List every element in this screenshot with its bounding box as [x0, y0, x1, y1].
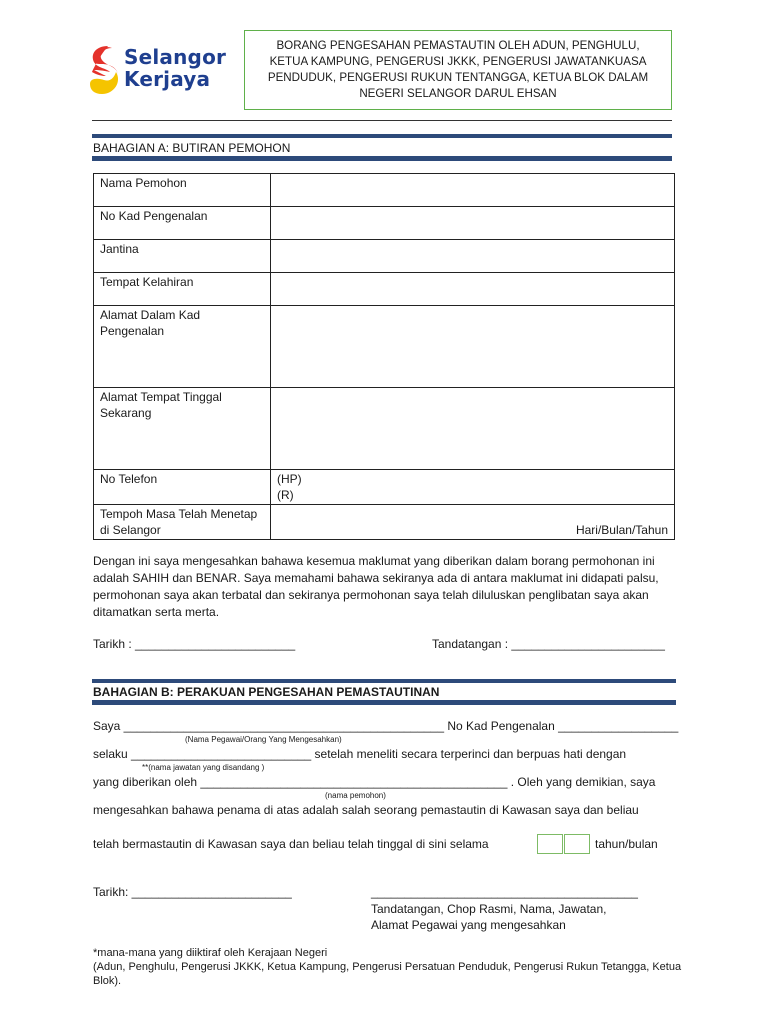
position-note: **(nama jawatan yang disandang ): [142, 763, 265, 772]
form-title: BORANG PENGESAHAN PEMASTAUTIN OLEH ADUN, PENGHULU, KETUA KAMPUNG, PENGERUSI JKKK, PENGERUSI JAWATANKUASA PENDUDUK, PENGERUSI RUKUN TENTANGGA, KETUA BLOK DALAM NEGERI SELANGOR DARUL EHSAN: [267, 39, 649, 100]
table-row: [94, 388, 675, 470]
residence-line: telah bermastautin di Kawasan saya dan beliau telah tinggal di sini selama: [93, 837, 489, 851]
footnote: [93, 946, 683, 988]
row-label: Jantina: [94, 240, 271, 273]
declaration-text: Dengan ini saya mengesahkan bahawa kesemua maklumat yang diberikan dalam borang permohonan ini adalah SAHIH dan BENAR. Saya memahami bahawa sekiranya ada di antara maklumat ini didapati palsu, permohonan saya akan terbatal dan sekiranya permohonan saya telah diluluskan penglibatan saya akan ditamatkan serta merta.: [93, 554, 659, 619]
date-line-b[interactable]: Tarikh: ________________________: [93, 885, 292, 899]
section-b-top-bar: [92, 679, 676, 683]
section-b-bottom-bar: [92, 700, 676, 705]
applicant-details-table: [93, 173, 675, 540]
brand-line-2: Kerjaya: [124, 67, 211, 91]
section-a-heading: BAHAGIAN A: BUTIRAN PEMOHON: [93, 141, 291, 155]
applicant-line[interactable]: yang diberikan oleh ______________________________________________ . Oleh yang demikian, saya: [93, 775, 656, 789]
row-label: No Telefon: [94, 470, 271, 505]
row-label: Nama Pemohon: [94, 174, 271, 207]
residence-unit: tahun/bulan: [595, 837, 658, 851]
table-row: [94, 207, 675, 240]
position-line[interactable]: selaku ___________________________ setelah meneliti secara terperinci dan berpuas hati dengan: [93, 747, 627, 761]
phone-r-label: (R): [277, 488, 294, 502]
form-title-box: [244, 30, 672, 110]
section-b-heading: BAHAGIAN B: PERAKUAN PENGESAHAN PEMASTAUTINAN: [93, 685, 440, 699]
table-row: [94, 306, 675, 388]
attestor-line[interactable]: Saya ________________________________________________ No Kad Pengenalan __________________: [93, 719, 679, 733]
date-line-a[interactable]: Tarikh : ________________________: [93, 637, 296, 651]
table-row: [94, 240, 675, 273]
row-label: Tempoh Masa Telah Menetap di Selangor: [94, 505, 271, 540]
row-label: Alamat Dalam Kad Pengenalan: [94, 306, 271, 388]
footnote-line-2: (Adun, Penghulu, Pengerusi JKKK, Ketua Kampung, Pengerusi Persatuan Penduduk, Pengerusi Rukun Tetangga, Ketua Blok).: [93, 961, 682, 987]
table-row: [94, 273, 675, 306]
ic-address-field[interactable]: [271, 306, 675, 388]
phone-field[interactable]: [271, 470, 675, 505]
duration-field[interactable]: [271, 505, 675, 540]
footnote-line-1: *mana-mana yang diiktiraf oleh Kerajaan Negeri: [93, 947, 328, 959]
ic-number-field[interactable]: [271, 207, 675, 240]
duration-unit: Hari/Bulan/Tahun: [575, 523, 668, 537]
birthplace-field[interactable]: [271, 273, 675, 306]
gender-field[interactable]: [271, 240, 675, 273]
attestor-name-note: (Nama Pegawai/Orang Yang Mengesahkan): [185, 735, 342, 744]
current-address-field[interactable]: [271, 388, 675, 470]
applicant-name-note: (nama pemohon): [325, 791, 386, 800]
row-label: Alamat Tempat Tinggal Sekarang: [94, 388, 271, 470]
years-box-1[interactable]: [537, 834, 563, 854]
row-label: Tempat Kelahiran: [94, 273, 271, 306]
table-row: [94, 470, 675, 505]
signature-line-b[interactable]: ________________________________________: [371, 885, 638, 899]
table-row: [94, 505, 675, 540]
phone-hp-label: (HP): [277, 472, 302, 486]
header-divider: [92, 120, 672, 121]
selangor-logo-icon: [88, 44, 122, 96]
brand-line-1: Selangor: [124, 45, 227, 69]
signature-caption-2: Alamat Pegawai yang mengesahkan: [371, 918, 566, 932]
brand-wordmark: [124, 46, 226, 90]
section-a-top-bar: [92, 134, 672, 138]
signature-line-a[interactable]: Tandatangan : _______________________: [432, 637, 665, 651]
confirmation-line: mengesahkan bahawa penama di atas adalah salah seorang pemastautin di Kawasan saya dan beliau: [93, 803, 639, 817]
years-box-2[interactable]: [564, 834, 590, 854]
signature-caption-1: Tandatangan, Chop Rasmi, Nama, Jawatan,: [371, 902, 607, 916]
table-row: [94, 174, 675, 207]
section-a-bottom-bar: [92, 156, 672, 161]
row-label: No Kad Pengenalan: [94, 207, 271, 240]
applicant-name-field[interactable]: [271, 174, 675, 207]
